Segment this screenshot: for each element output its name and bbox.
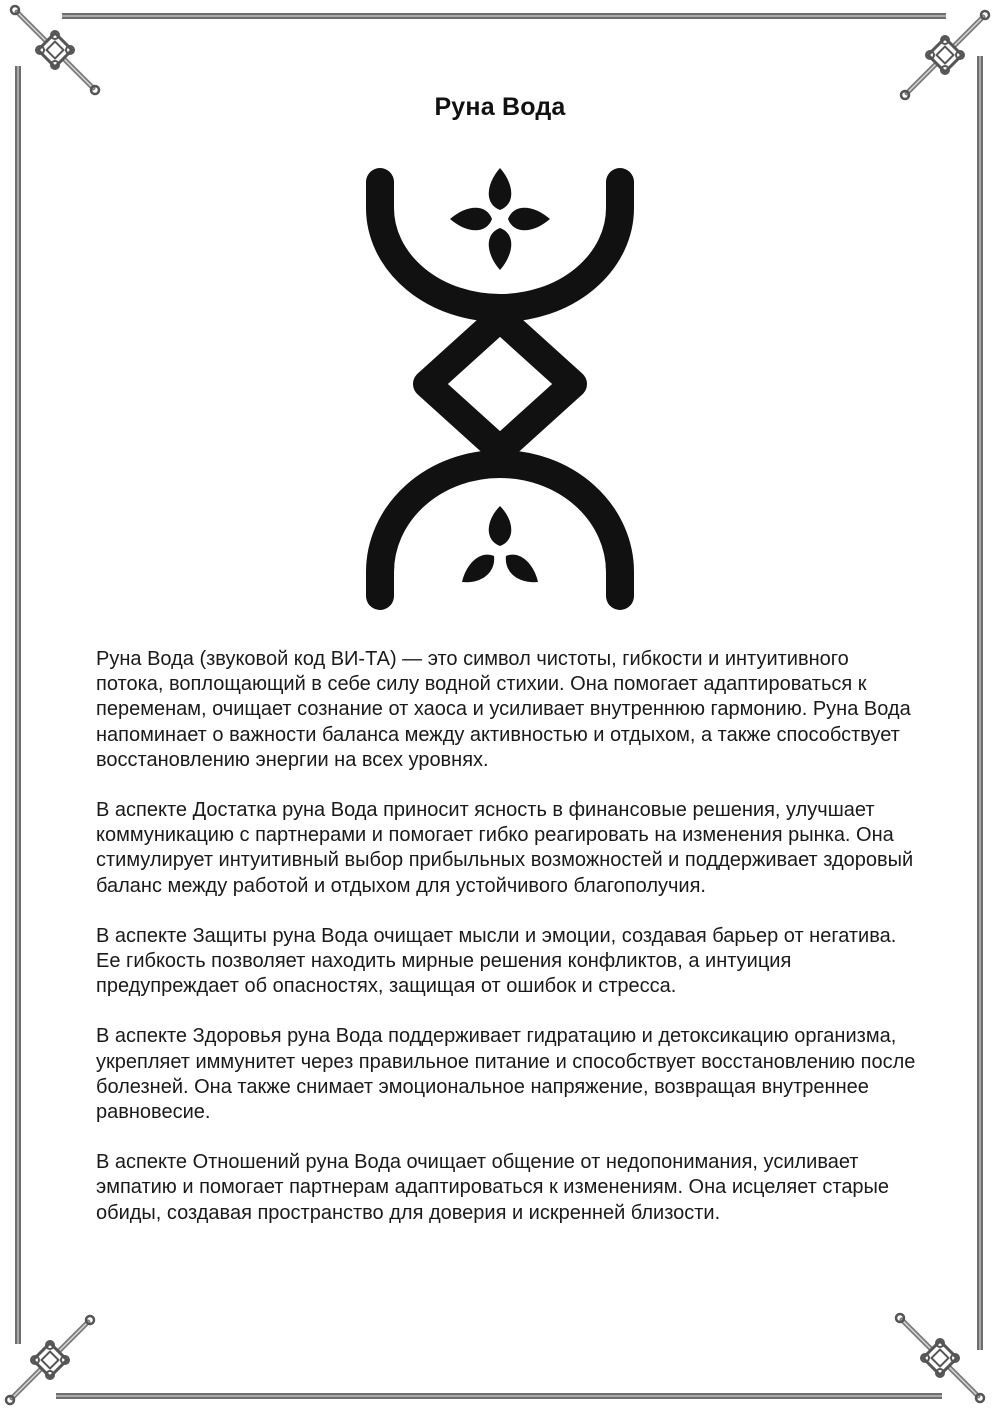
intro-paragraph: Руна Вода (звуковой код ВИ-ТА) — это символ чистоты, гибкости и интуитивного потока, воплощающий в себе силу водной стихии. Она помогает адаптироваться к переменам, очищает сознание от хаоса и усиливает внутреннюю гармонию. Руна Вода напоминает о важности баланса между активностью и отдыхом, а также способствует восстановлению энергии на всех уровнях.: [96, 648, 911, 771]
protection-paragraph: В аспекте Защиты руна Вода очищает мысли и эмоции, создавая барьер от негатива. Ее гибкость позволяет находить мирные решения конфликтов, а интуиция предупреждает об опасностях, защищая от ошибок и стресса.: [96, 924, 897, 998]
rune-water-symbol: [340, 160, 660, 620]
relationships-paragraph: В аспекте Отношений руна Вода очищает общение от недопонимания, усиливает эмпатию и помогает партнерам адаптироваться к изменениям. Она исцеляет старые обиды, создавая пространство для доверия и искренней близости.: [96, 1151, 890, 1224]
rune-description: [96, 647, 916, 1251]
abundance-paragraph: В аспекте Достатка руна Вода приносит ясность в финансовые решения, улучшает коммуникацию с партнерами и помогает гибко реагировать на изменения рынка. Она стимулирует интуитивный выбор прибыльных возможностей и поддерживает здоровый баланс между работой и отдыхом для устойчивого благополучия.: [96, 799, 914, 897]
page-title: Руна Вода: [434, 93, 566, 121]
health-paragraph: В аспекте Здоровья руна Вода поддерживает гидратацию и детоксикацию организма, укрепляет иммунитет через правильное питание и способствует восстановлению после болезней. Она также снимает эмоциональное напряжение, возвращая внутреннее равновесие.: [96, 1025, 916, 1124]
